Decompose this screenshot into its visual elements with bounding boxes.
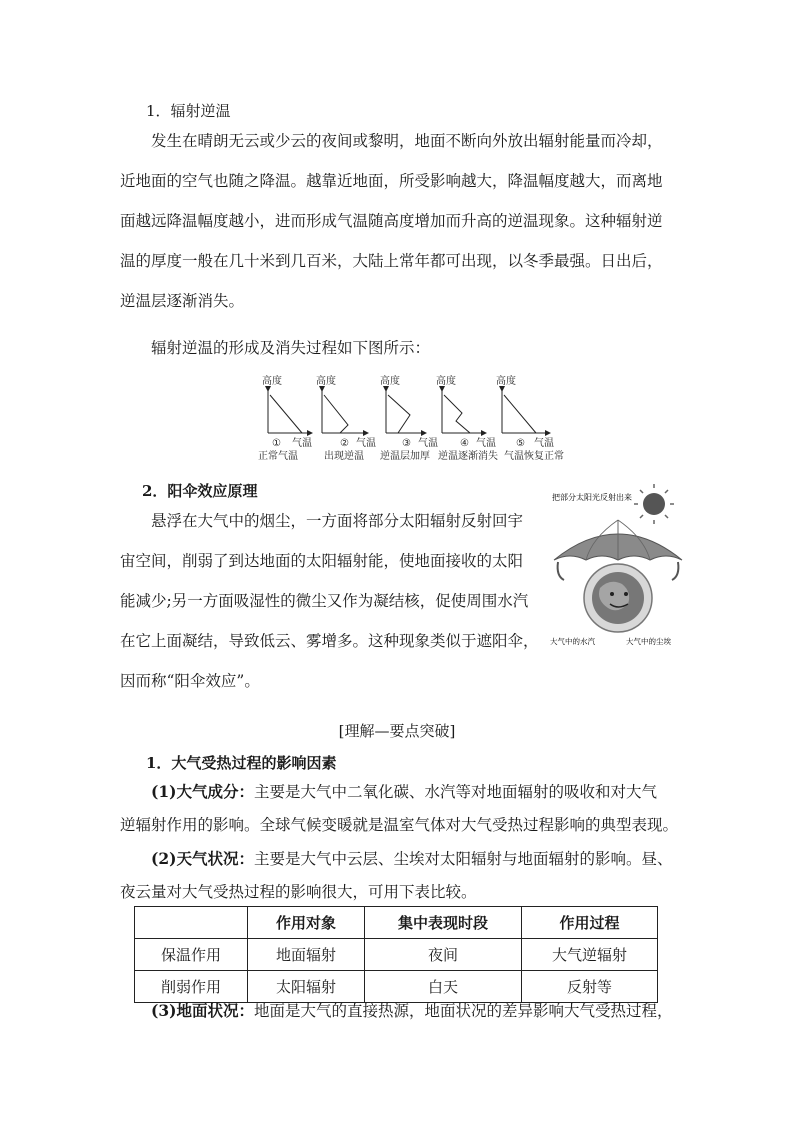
table-cell: 白天	[365, 971, 522, 1003]
paragraph-line: 夜云量对大气受热过程的影响很大，可用下表比较。	[120, 883, 477, 901]
paragraph-line: 面越远降温幅度越小，进而形成气温随高度增加而升高的逆温现象。这种辐射逆	[120, 212, 663, 230]
item-text: 主要是大气中云层、尘埃对太阳辐射与地面辐射的影响。昼、	[253, 850, 673, 868]
x-axis-label: 气温	[292, 438, 312, 449]
paragraph-radiation-inversion	[120, 121, 676, 321]
y-axis-label: 高度	[436, 376, 456, 387]
figure-top-label: 把部分太阳光反射出来	[552, 493, 632, 502]
section-title-influencing-factors: 1．大气受热过程的影响因素	[146, 754, 337, 772]
section-title-radiation-inversion: 1．辐射逆温	[146, 102, 231, 120]
table-header-cell: 集中表现时段	[365, 907, 522, 939]
paragraph-line: 发生在晴朗无云或少云的夜间或黎明，地面不断向外放出辐射能量而冷却，	[151, 132, 663, 150]
panel-number: ②	[340, 438, 349, 449]
paragraph-line: 逆辐射作用的影响。全球气候变暖就是温室气体对大气受热过程影响的典型表现。	[120, 816, 679, 834]
table-cell: 夜间	[365, 939, 522, 971]
table-cell: 削弱作用	[135, 971, 248, 1003]
table-header-row	[135, 907, 658, 939]
paragraph-line: 因而称“阳伞效应”。	[120, 672, 260, 690]
y-axis-label: 高度	[316, 376, 336, 387]
figure-right-label: 大气中的尘埃	[626, 637, 671, 646]
paragraph-ground-conditions	[120, 994, 680, 1028]
table-cell: 地面辐射	[248, 939, 365, 971]
paragraph-line: 在它上面凝结，导致低云、雾增多。这种现象类似于遮阳伞，	[120, 632, 539, 650]
section-heading-key-points: [理解—要点突破]	[338, 722, 456, 740]
panel-caption: 出现逆温	[324, 451, 364, 462]
table-cell: 保温作用	[135, 939, 248, 971]
y-axis-label: 高度	[262, 376, 282, 387]
panel-caption: 气温恢复正常	[504, 451, 564, 462]
paragraph-line	[120, 775, 680, 809]
table-header-cell	[135, 907, 248, 939]
panel-caption: 逆温层加厚	[380, 451, 430, 462]
figure-intro-text: 辐射逆温的形成及消失过程如下图所示：	[151, 339, 431, 357]
paragraph-line: 悬浮在大气中的烟尘，一方面将部分太阳辐射反射回宇	[151, 512, 524, 530]
x-axis-label: 气温	[476, 438, 496, 449]
earth-icon	[584, 564, 652, 632]
paragraph-line: 近地面的空气也随之降温。越靠近地面，所受影响越大，降温幅度越大，而离地	[120, 172, 663, 190]
x-axis-label: 气温	[534, 438, 554, 449]
table-header-cell: 作用过程	[522, 907, 658, 939]
paragraph-line: 逆温层逐渐消失。	[120, 292, 245, 310]
section-title-umbrella-effect: 2．阳伞效应原理	[142, 482, 258, 500]
panel-number: ④	[460, 438, 469, 449]
x-axis-label: 气温	[356, 438, 376, 449]
diagram-panel-3	[380, 374, 438, 462]
y-axis-label: 高度	[380, 376, 400, 387]
panel-caption: 正常气温	[258, 451, 298, 462]
diagram-panel-2	[316, 374, 376, 462]
paragraph-line	[120, 842, 680, 876]
paragraph-line	[120, 994, 680, 1028]
paragraph-weather-conditions	[120, 842, 680, 909]
panel-caption: 逆温逐渐消失	[438, 451, 498, 462]
panel-number: ⑤	[516, 438, 525, 449]
table-header-cell: 作用对象	[248, 907, 365, 939]
x-axis-label: 气温	[418, 438, 438, 449]
paragraph-line: 宙空间，削弱了到达地面的太阳辐射能，使地面接收的太阳	[120, 552, 524, 570]
table-cell: 大气逆辐射	[522, 939, 658, 971]
table-cell: 反射等	[522, 971, 658, 1003]
panel-number: ①	[272, 438, 281, 449]
item-text: 地面是大气的直接热源，地面状况的差异影响大气受热过程，	[253, 1002, 673, 1020]
item-label: (3)地面状况：	[151, 1001, 254, 1020]
umbrella-effect-figure	[548, 480, 688, 652]
comparison-table	[134, 906, 658, 1003]
paragraph-line: 能减少;另一方面吸湿性的微尘又作为凝结核，促使周围水汽	[120, 592, 529, 610]
table-row	[135, 939, 658, 971]
diagram-panel-1	[258, 374, 312, 462]
table-cell: 太阳辐射	[248, 971, 365, 1003]
diagram-panel-4	[436, 374, 498, 462]
inversion-process-diagram	[258, 373, 570, 469]
paragraph-atmospheric-composition	[120, 775, 680, 842]
figure-left-label: 大气中的水汽	[550, 637, 595, 646]
paragraph-umbrella-effect	[120, 501, 550, 701]
item-label: (1)大气成分：	[151, 782, 254, 801]
diagram-panel-5	[496, 374, 564, 462]
paragraph-line: 温的厚度一般在几十米到几百米，大陆上常年都可出现，以冬季最强。日出后，	[120, 252, 663, 270]
y-axis-label: 高度	[496, 376, 516, 387]
item-text: 主要是大气中二氧化碳、水汽等对地面辐射的吸收和对大气	[253, 783, 657, 801]
panel-number: ③	[402, 438, 411, 449]
item-label: (2)天气状况：	[151, 849, 254, 868]
